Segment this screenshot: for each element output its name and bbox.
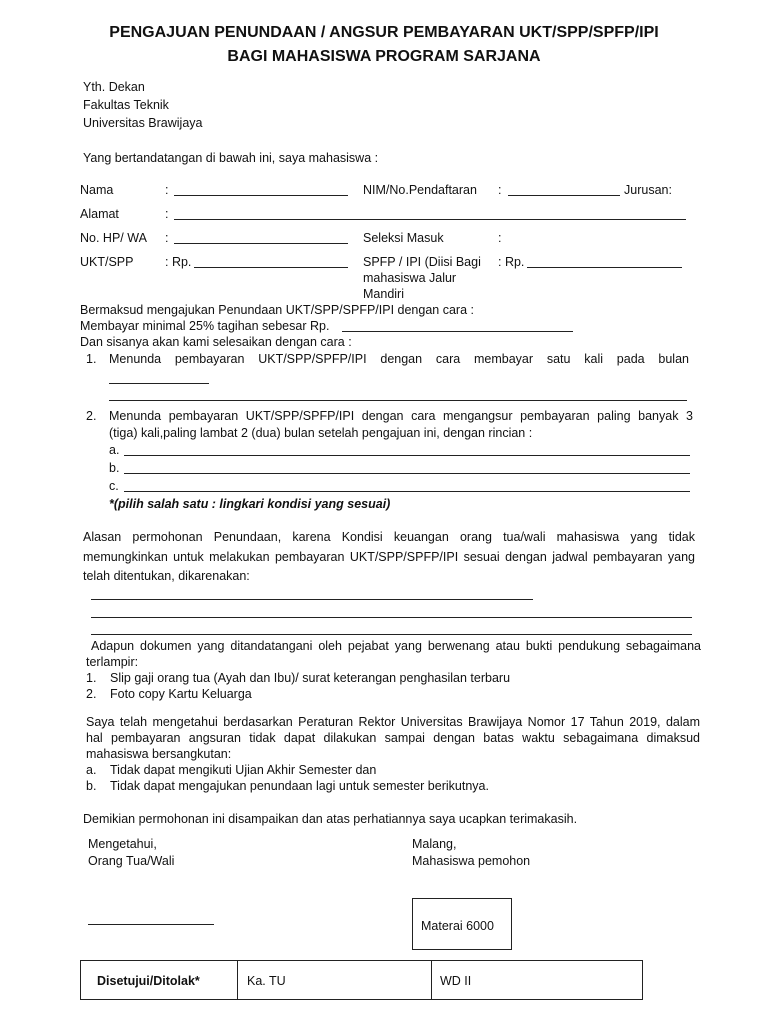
field-reason-3[interactable] bbox=[91, 634, 692, 635]
stamp-label: Materai 6000 bbox=[421, 919, 494, 933]
statement-b-letter: b. bbox=[86, 779, 97, 793]
colon-nama: : bbox=[165, 183, 169, 197]
statement-a-text: Tidak dapat mengikuti Ujian Akhir Semester dan bbox=[110, 763, 377, 777]
document-2-text: Foto copy Kartu Keluarga bbox=[110, 687, 252, 701]
document-2-number: 2. bbox=[86, 687, 97, 701]
sign-left-line1: Mengetahui, bbox=[88, 837, 157, 851]
document-1-number: 1. bbox=[86, 671, 97, 685]
label-nim: NIM/No.Pendaftaran bbox=[363, 183, 477, 197]
approval-status-cell bbox=[81, 961, 238, 999]
closing-text: Demikian permohonan ini disampaikan dan atas perhatiannya saya ucapkan terimakasih. bbox=[83, 812, 578, 826]
rp-ukt: : Rp. bbox=[165, 255, 192, 269]
field-installment-a[interactable] bbox=[124, 455, 690, 456]
colon-hp: : bbox=[165, 231, 169, 245]
selection-note: *(pilih salah satu : lingkari kondisi yang sesuai) bbox=[109, 497, 391, 511]
statement-b-text: Tidak dapat mengajukan penundaan lagi untuk semester berikutnya. bbox=[110, 779, 489, 793]
option-1-text: Menunda pembayaran UKT/SPP/SPFP/IPI dengan cara membayar satu kali pada bulan bbox=[109, 352, 689, 366]
field-nim[interactable] bbox=[508, 195, 620, 196]
field-hp[interactable] bbox=[174, 243, 348, 244]
field-minimal-payment[interactable] bbox=[342, 331, 573, 332]
label-hp: No. HP/ WA bbox=[80, 231, 147, 245]
sign-right-line1: Malang, bbox=[412, 837, 457, 851]
recipient-line3: Universitas Brawijaya bbox=[83, 116, 203, 130]
recipient-line1: Yth. Dekan bbox=[83, 80, 145, 94]
statement-line2: hal pembayaran angsuran tidak dapat dilakukan sampai dengan batas waktu sebagaimana dimaksud bbox=[86, 731, 700, 745]
sign-right-line2: Mahasiswa pemohon bbox=[412, 854, 531, 868]
label-alamat: Alamat bbox=[80, 207, 119, 221]
statement-a-letter: a. bbox=[86, 763, 97, 777]
intro-text: Yang bertandatangan di bawah ini, saya mahasiswa : bbox=[83, 151, 379, 165]
statement-line3: mahasiswa bersangkutan: bbox=[86, 747, 232, 761]
approval-table bbox=[80, 960, 643, 1000]
wd-cell bbox=[432, 961, 642, 999]
rp-spfp: : Rp. bbox=[498, 255, 525, 269]
label-ukt: UKT/SPP bbox=[80, 255, 134, 269]
label-jurusan: Jurusan: bbox=[624, 183, 672, 197]
field-alamat[interactable] bbox=[174, 219, 686, 220]
document-title-line1: PENGAJUAN PENUNDAAN / ANGSUR PEMBAYARAN UKT/SPP/SPFP/IPI bbox=[109, 24, 659, 41]
option-1-number: 1. bbox=[86, 352, 97, 366]
colon-alamat: : bbox=[165, 207, 169, 221]
field-reason-1[interactable] bbox=[91, 599, 533, 600]
statement-line1: Saya telah mengetahui berdasarkan Peraturan Rektor Universitas Brawijaya Nomor 17 Tahun 2019, dalam bbox=[86, 715, 700, 729]
recipient-line2: Fakultas Teknik bbox=[83, 98, 169, 112]
ka-tu-cell bbox=[238, 961, 432, 999]
reason-line1: Alasan permohonan Penundaan, karena Kondisi keuangan orang tua/wali mahasiswa yang tidak bbox=[83, 530, 695, 544]
sub-b-label: b. bbox=[109, 461, 120, 475]
reason-line3: telah ditentukan, dikarenakan: bbox=[83, 569, 250, 583]
label-spfp: SPFP / IPI (Diisi Bagi mahasiswa Jalur Mandiri bbox=[363, 255, 481, 301]
method-line2: Membayar minimal 25% tagihan sebesar Rp. bbox=[80, 319, 330, 333]
approval-status-label: Disetujui/Ditolak* bbox=[97, 974, 200, 988]
sub-c-label: c. bbox=[109, 479, 119, 493]
label-nama: Nama bbox=[80, 183, 114, 197]
option-2-number: 2. bbox=[86, 409, 97, 423]
label-seleksi: Seleksi Masuk bbox=[363, 231, 444, 245]
field-installment-b[interactable] bbox=[124, 473, 690, 474]
colon-nim: : bbox=[498, 183, 502, 197]
method-line3: Dan sisanya akan kami selesaikan dengan cara : bbox=[80, 335, 352, 349]
field-month[interactable] bbox=[109, 383, 209, 384]
colon-seleksi: : bbox=[498, 231, 502, 245]
option-2-line1: Menunda pembayaran UKT/SPP/SPFP/IPI dengan cara mengangsur pembayaran paling banyak 3 bbox=[109, 409, 693, 423]
field-reason-2[interactable] bbox=[91, 617, 692, 618]
field-option-1-blank[interactable] bbox=[109, 400, 687, 401]
field-ukt[interactable] bbox=[194, 267, 348, 268]
signature-line-parent[interactable] bbox=[88, 924, 214, 925]
stamp-box bbox=[412, 898, 512, 950]
reason-line2: memungkinkan untuk melakukan pembayaran UKT/SPP/SPFP/IPI sesuai dengan jadwal pembayaran yang bbox=[83, 550, 695, 564]
documents-line2: terlampir: bbox=[86, 655, 139, 669]
documents-line1: Adapun dokumen yang ditandatangani oleh pejabat yang berwenang atau bukti pendukung sebagaimana bbox=[91, 639, 701, 653]
method-line1: Bermaksud mengajukan Penundaan UKT/SPP/SPFP/IPI dengan cara : bbox=[80, 303, 474, 317]
ka-tu-label: Ka. TU bbox=[247, 974, 286, 988]
field-nama[interactable] bbox=[174, 195, 348, 196]
field-installment-c[interactable] bbox=[124, 491, 690, 492]
field-spfp[interactable] bbox=[527, 267, 682, 268]
sub-a-label: a. bbox=[109, 443, 120, 457]
document-title-line2: BAGI MAHASISWA PROGRAM SARJANA bbox=[227, 48, 541, 65]
sign-left-line2: Orang Tua/Wali bbox=[88, 854, 175, 868]
wd-label: WD II bbox=[440, 974, 472, 988]
option-2-line2: (tiga) kali,paling lambat 2 (dua) bulan setelah pengajuan ini, dengan rincian : bbox=[109, 426, 533, 440]
document-1-text: Slip gaji orang tua (Ayah dan Ibu)/ surat keterangan penghasilan terbaru bbox=[110, 671, 511, 685]
